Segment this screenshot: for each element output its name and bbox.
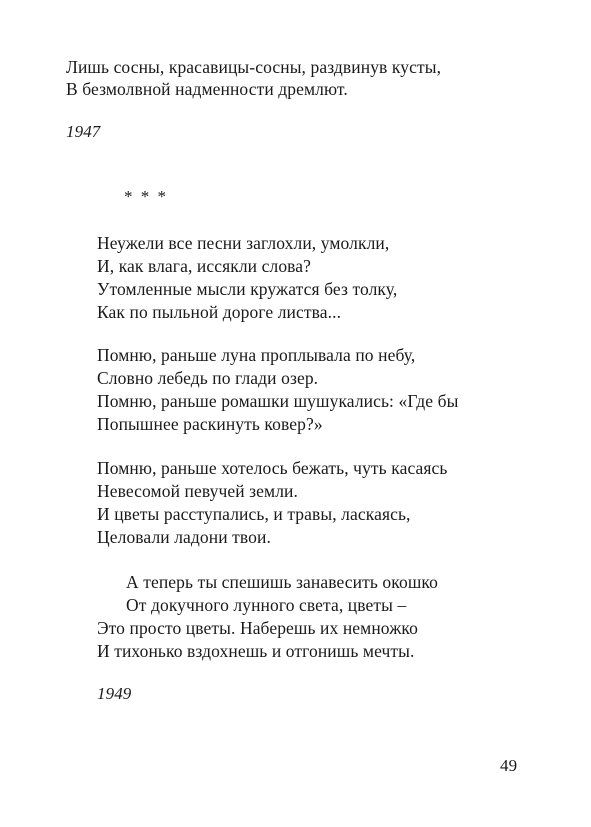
stanza1-line-2: И, как влага, иссякли слова?: [97, 256, 312, 276]
top-poem-date: 1947: [66, 122, 101, 141]
stanza1-line-1: Неужели все песни заглохли, умолкли,: [97, 233, 390, 253]
page-number: 49: [500, 756, 518, 775]
stanza2-line-3: Помню, раньше ромашки шушукались: «Где бы: [97, 391, 459, 411]
stanza4-line-3: Это просто цветы. Наберешь их немножко: [97, 618, 418, 638]
poem-date: 1949: [97, 684, 132, 703]
poem-separator: * * *: [124, 187, 168, 206]
stanza4-line-2: От докучного лунного света, цветы –: [126, 595, 407, 615]
stanza2-line-2: Словно лебедь по глади озер.: [97, 368, 319, 388]
stanza1-line-3: Утомленные мысли кружатся без толку,: [97, 279, 398, 299]
stanza3-line-4: Целовали ладони твои.: [97, 527, 271, 547]
stanza2-line-1: Помню, раньше луна проплывала по небу,: [97, 345, 416, 365]
stanza1-line-4: Как по пыльной дороге листва...: [97, 302, 342, 322]
stanza3-line-3: И цветы расступались, и травы, ласкаясь,: [97, 504, 411, 524]
stanza4-line-4: И тихонько вздохнешь и отгонишь мечты.: [97, 641, 415, 661]
stanza3-line-2: Невесомой певучей земли.: [97, 481, 299, 501]
top-stanza-line-1: Лишь сосны, красавицы-сосны, раздвинув кусты,: [66, 57, 442, 77]
stanza4-line-1: А теперь ты спешишь занавесить окошко: [126, 572, 438, 592]
stanza3-line-1: Помню, раньше хотелось бежать, чуть касаясь: [97, 458, 448, 478]
stanza2-line-4: Попышнее раскинуть ковер?»: [97, 414, 323, 434]
top-stanza-line-2: В безмолвной надменности дремлют.: [66, 79, 348, 99]
